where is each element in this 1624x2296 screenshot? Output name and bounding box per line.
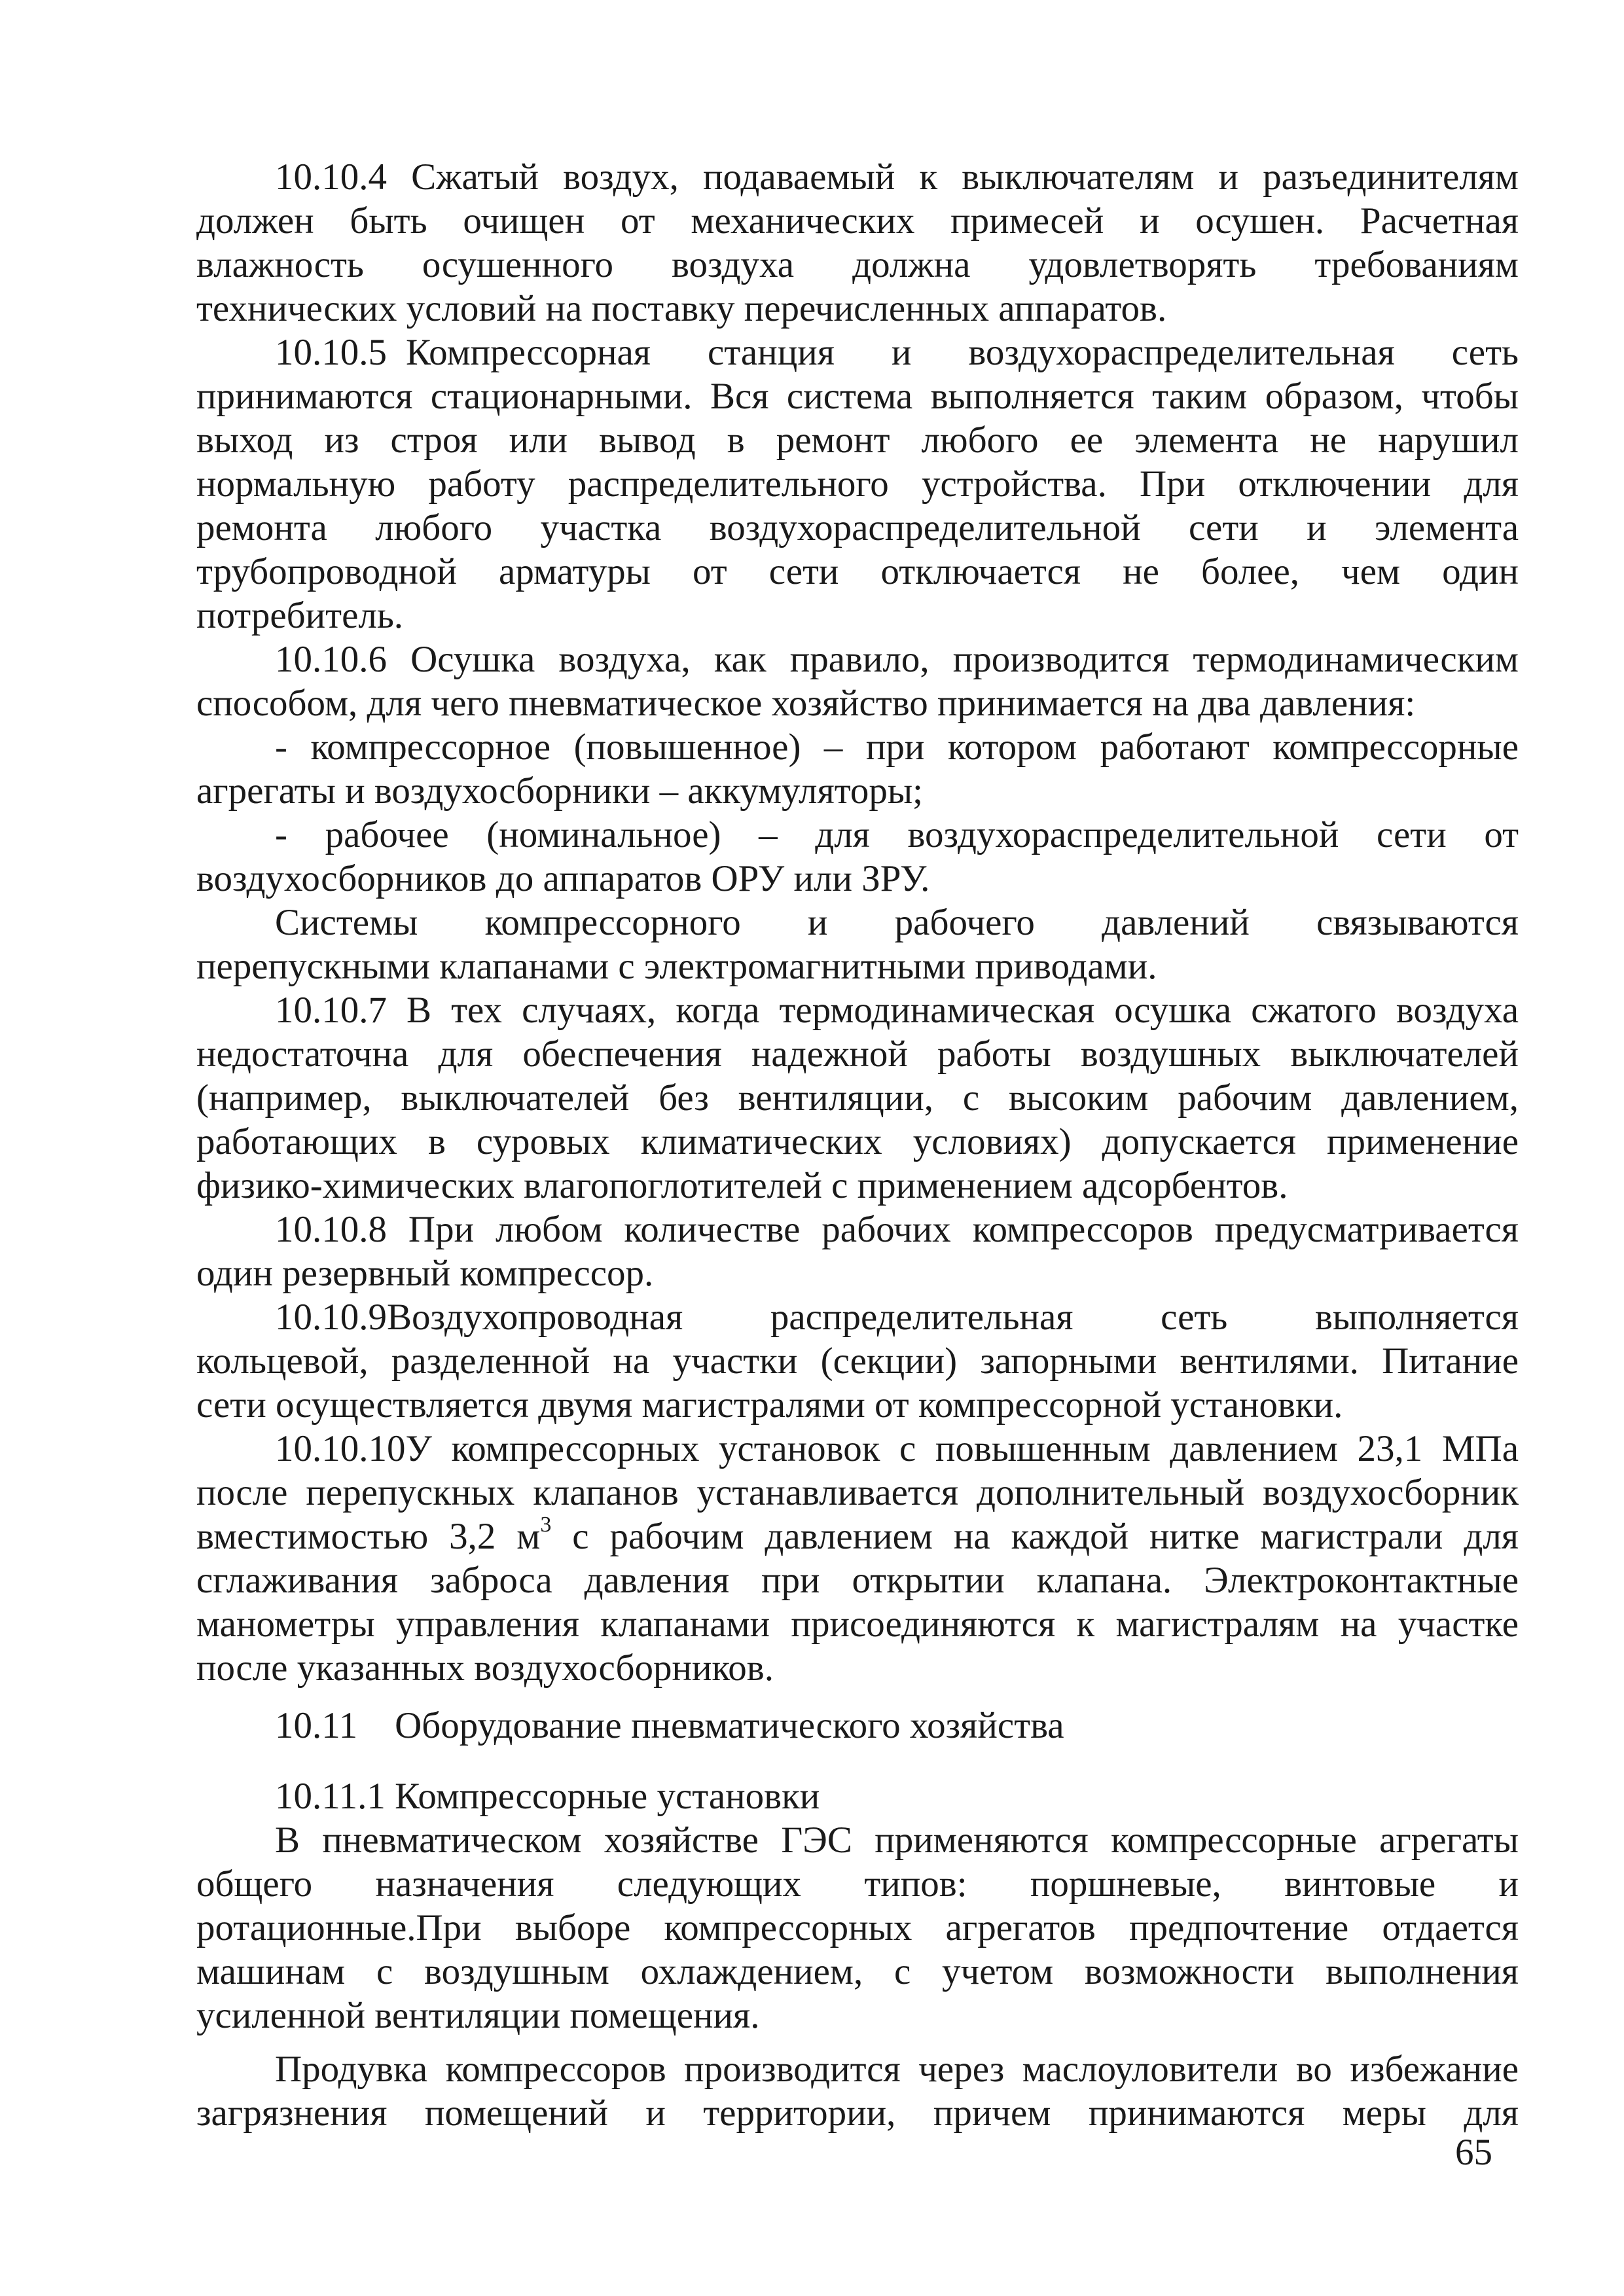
paragraph-10-10-5-line-5: ремонта любого участка воздухораспределительной сети и элемента bbox=[196, 507, 1519, 548]
clause-number: 10.10.9 bbox=[275, 1297, 387, 1338]
paragraph-10-10-4-line-4: технических условий на поставку перечисленных аппаратов. bbox=[196, 288, 1167, 329]
paragraph-10-10-4-line-2: должен быть очищен от механических примесей и осушен. Расчетная bbox=[196, 200, 1519, 242]
paragraph-compressor-types-line-3: ротационные.При выборе компрессорных агрегатов предпочтение отдается bbox=[196, 1907, 1519, 1948]
paragraph-10-10-7-line-1: 10.10.7 В тех случаях, когда термодинамическая осушка сжатого воздуха bbox=[275, 990, 1519, 1031]
paragraph-systems-line-2: перепускными клапанами с электромагнитными приводами. bbox=[196, 946, 1157, 987]
paragraph-10-10-10-line-2: после перепускных клапанов устанавливается дополнительный воздухосборник bbox=[196, 1472, 1519, 1513]
paragraph-systems-line-1: Системы компрессорного и рабочего давлений связываются bbox=[275, 902, 1519, 943]
superscript-cubic: 3 bbox=[540, 1515, 552, 1537]
paragraph-10-10-7-line-5: физико-химических влагопоглотителей с применением адсорбентов. bbox=[196, 1165, 1288, 1206]
paragraph-10-10-9-line-3: сети осуществляется двумя магистралями от компрессорной установки. bbox=[196, 1384, 1343, 1426]
list-item-working-pressure-line-1: - рабочее (номинальное) – для воздухораспределительной сети от bbox=[275, 814, 1519, 855]
paragraph-10-10-7-line-2: недостаточна для обеспечения надежной работы воздушных выключателей bbox=[196, 1033, 1519, 1075]
paragraph-10-10-5-line-7: потребитель. bbox=[196, 595, 404, 636]
paragraph-10-10-8-line-1: 10.10.8 При любом количестве рабочих компрессоров предусматривается bbox=[275, 1209, 1519, 1250]
paragraph-10-10-7-line-4: работающих в суровых климатических условиях) допускается применение bbox=[196, 1121, 1519, 1162]
paragraph-compressor-types-line-4: машинам с воздушным охлаждением, с учетом возможности выполнения bbox=[196, 1951, 1519, 1992]
paragraph-10-10-5-line-2: принимаются стационарными. Вся система выполняется таким образом, чтобы bbox=[196, 376, 1519, 417]
paragraph-10-10-10-line-3: вместимостью 3,2 $м^3$ с рабочим давлением на каждой нитке магистрали для bbox=[196, 1515, 1519, 1558]
paragraph-purge-line-1: Продувка компрессоров производится через маслоуловители во избежание bbox=[275, 2049, 1519, 2090]
paragraph-10-10-5-line-1: 10.10.5 Компрессорная станция и воздухораспределительная сеть bbox=[275, 332, 1519, 373]
list-item-compressor-pressure-line-2: агрегаты и воздухосборники – аккумуляторы; bbox=[196, 770, 923, 812]
list-item-compressor-pressure-line-1: - компрессорное (повышенное) – при котором работают компрессорные bbox=[275, 726, 1519, 768]
subsection-heading-10-11-1: 10.11.1 Компрессорные установки bbox=[275, 1776, 820, 1817]
paragraph-10-10-8-line-2: один резервный компрессор. bbox=[196, 1253, 654, 1294]
paragraph-10-10-6-line-1: 10.10.6 Осушка воздуха, как правило, производится термодинамическим bbox=[275, 639, 1519, 680]
paragraph-10-10-5-line-6: трубопроводной арматуры от сети отключается не более, чем один bbox=[196, 551, 1519, 592]
paragraph-10-10-5-line-3: выход из строя или вывод в ремонт любого ее элемента не нарушил bbox=[196, 420, 1519, 461]
paragraph-10-10-10-line-6: после указанных воздухосборников. bbox=[196, 1647, 774, 1689]
page-number: 65 bbox=[1455, 2132, 1492, 2173]
paragraph-10-10-10-line-4: сглаживания заброса давления при открытии клапана. Электроконтактные bbox=[196, 1560, 1519, 1601]
paragraph-10-10-9-line-1: 10.10.9Воздухопроводная распределительная сеть выполняется bbox=[275, 1297, 1519, 1338]
paragraph-10-10-7-line-3: (например, выключателей без вентиляции, с высоким рабочим давлением, bbox=[196, 1077, 1519, 1119]
paragraph-10-10-6-line-2: способом, для чего пневматическое хозяйство принимается на два давления: bbox=[196, 683, 1416, 724]
paragraph-10-10-10-line-5: манометры управления клапанами присоединяются к магистралям на участке bbox=[196, 1604, 1519, 1645]
clause-number: 10.10.5 bbox=[275, 332, 387, 373]
paragraph-10-10-10-line-1: 10.10.10У компрессорных установок с повышенным давлением 23,1 МПа bbox=[275, 1428, 1519, 1469]
list-item-working-pressure-line-2: воздухосборников до аппаратов ОРУ или ЗРУ. bbox=[196, 858, 930, 899]
section-heading-10-11: 10.11 Оборудование пневматического хозяйства bbox=[275, 1705, 1064, 1746]
paragraph-purge-line-2: загрязнения помещений и территории, причем принимаются меры для bbox=[196, 2092, 1519, 2134]
paragraph-10-10-4-line-3: влажность осушенного воздуха должна удовлетворять требованиям bbox=[196, 244, 1519, 285]
paragraph-10-10-4-line-1: 10.10.4 Сжатый воздух, подаваемый к выключателям и разъединителям bbox=[275, 156, 1519, 198]
paragraph-compressor-types-line-5: усиленной вентиляции помещения. bbox=[196, 1995, 760, 2036]
paragraph-compressor-types-line-2: общего назначения следующих типов: поршневые, винтовые и bbox=[196, 1863, 1519, 1905]
paragraph-compressor-types-line-1: В пневматическом хозяйстве ГЭС применяются компрессорные агрегаты bbox=[275, 1820, 1519, 1861]
paragraph-10-10-5-line-4: нормальную работу распределительного устройства. При отключении для bbox=[196, 463, 1519, 505]
paragraph-10-10-9-line-2: кольцевой, разделенной на участки (секции) запорными вентилями. Питание bbox=[196, 1340, 1519, 1382]
